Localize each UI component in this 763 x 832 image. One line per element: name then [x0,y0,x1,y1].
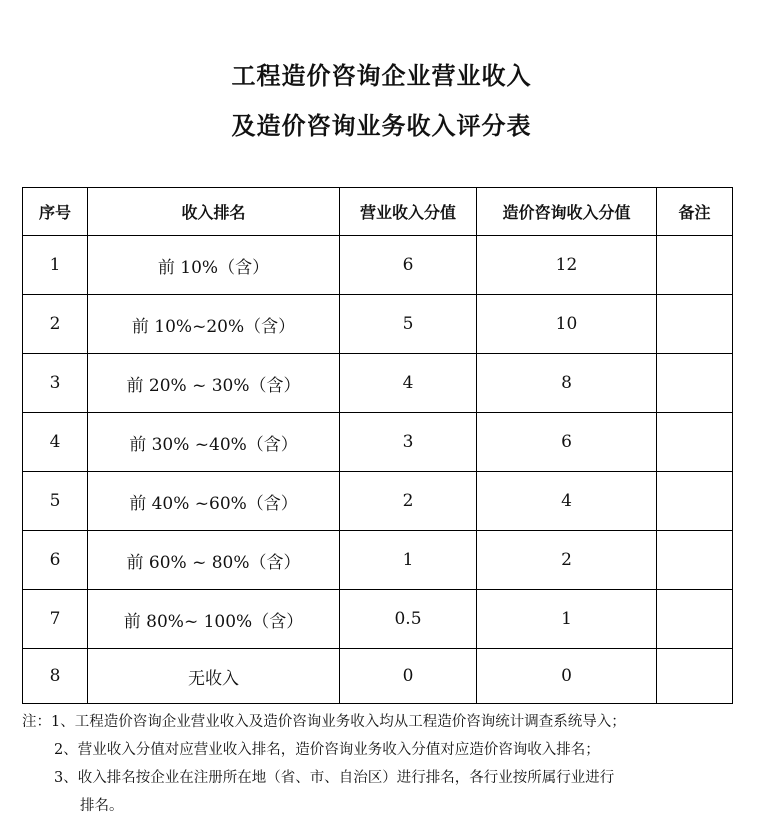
cell-rank: 前 20% ~ 30%（含） [88,354,340,413]
table-row [23,354,733,413]
cell-revenue-score: 4 [340,354,477,413]
cell-remarks [657,295,733,354]
cell-rank: 前 80%~ 100%（含） [88,590,340,649]
cell-rank: 前 60% ~ 80%（含） [88,531,340,590]
header-remarks: 备注 [657,188,733,236]
page-subtitle: 及造价咨询业务收入评分表 [231,112,532,140]
cell-index: 1 [23,236,88,295]
cell-index: 2 [23,295,88,354]
cell-index: 4 [23,413,88,472]
table-row [23,649,733,704]
note-3-continued: 排名。 [80,798,124,814]
cell-consulting-score: 4 [477,472,657,531]
note-2: 2、营业收入分值对应营业收入排名，造价咨询业务收入分值对应造价咨询收入排名； [54,742,600,758]
cell-remarks [657,236,733,295]
cell-consulting-score: 8 [477,354,657,413]
cell-remarks [657,354,733,413]
cell-index: 5 [23,472,88,531]
cell-rank: 前 10%（含） [88,236,340,295]
table-row [23,236,733,295]
cell-revenue-score: 5 [340,295,477,354]
cell-index: 3 [23,354,88,413]
table-header-row [23,188,733,236]
cell-index: 8 [23,649,88,704]
cell-revenue-score: 3 [340,413,477,472]
notes-section [22,708,738,820]
cell-revenue-score: 0 [340,649,477,704]
cell-consulting-score: 10 [477,295,657,354]
cell-remarks [657,531,733,590]
cell-remarks [657,413,733,472]
header-index: 序号 [23,188,88,236]
cell-index: 6 [23,531,88,590]
cell-consulting-score: 12 [477,236,657,295]
table-row [23,295,733,354]
page-title: 工程造价咨询企业营业收入 [231,62,532,90]
header-revenue-rank: 收入排名 [88,188,340,236]
cell-consulting-score: 6 [477,413,657,472]
cell-rank: 前 10%~20%（含） [88,295,340,354]
note-1: 注：1、工程造价咨询企业营业收入及造价咨询业务收入均从工程造价咨询统计调查系统导入； [22,714,626,730]
cell-revenue-score: 2 [340,472,477,531]
note-3: 3、收入排名按企业在注册所在地（省、市、自治区）进行排名，各行业按所属行业进行 [54,770,615,786]
table-row [23,472,733,531]
table-row [23,413,733,472]
cell-revenue-score: 1 [340,531,477,590]
cell-remarks [657,590,733,649]
cell-consulting-score: 1 [477,590,657,649]
cell-revenue-score: 6 [340,236,477,295]
cell-remarks [657,649,733,704]
header-revenue-score: 营业收入分值 [340,188,477,236]
cell-index: 7 [23,590,88,649]
cell-consulting-score: 0 [477,649,657,704]
cell-rank: 前 30% ~40%（含） [88,413,340,472]
cell-revenue-score: 0.5 [340,590,477,649]
header-consulting-score: 造价咨询收入分值 [477,188,657,236]
cell-remarks [657,472,733,531]
cell-rank: 无收入 [88,649,340,704]
table-row [23,590,733,649]
score-table [22,187,733,704]
cell-rank: 前 40% ~60%（含） [88,472,340,531]
table-row [23,531,733,590]
cell-consulting-score: 2 [477,531,657,590]
